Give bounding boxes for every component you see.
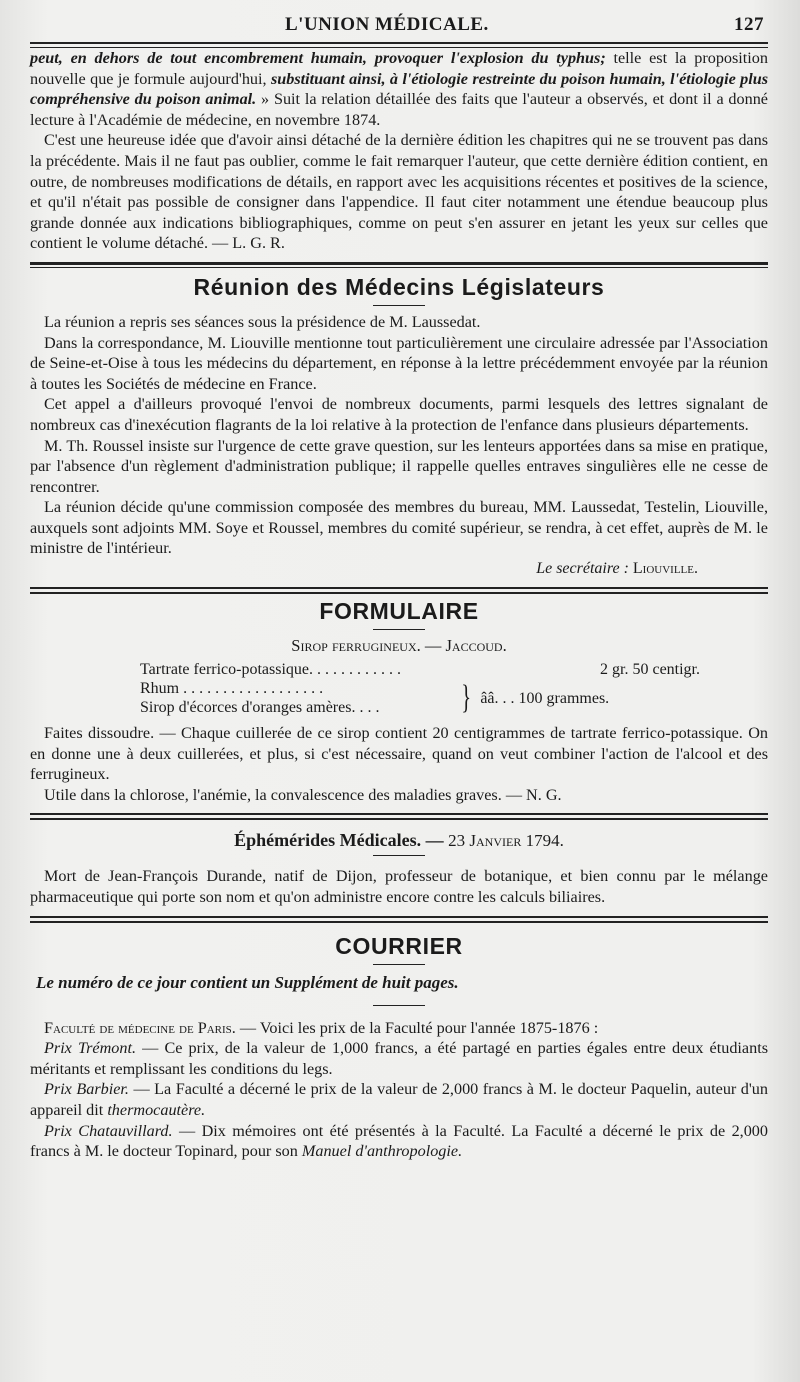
courrier-paragraph	[30, 1018, 768, 1039]
heading-underline	[373, 964, 425, 965]
ingredient-quantity: ââ. . . 100 grammes.	[480, 689, 610, 707]
intro-text-1b: » Suit la relation détaillée des faits que l'auteur a observés, et dont il a donné lecture à l'Académie de médecine, en novembre 1874.	[30, 90, 768, 129]
recipe-block	[140, 660, 700, 717]
section-divider	[30, 916, 768, 923]
courrier-paragraph	[30, 1079, 768, 1120]
formulaire-paragraph: Utile dans la chlorose, l'anémie, la convalescence des maladies graves. — N. G.	[44, 785, 562, 804]
recipe-brace-group	[140, 679, 700, 717]
heading-underline	[373, 855, 425, 856]
reunion-signature	[30, 559, 768, 579]
recipe-line	[140, 660, 700, 679]
courrier-heading: COURRIER	[335, 932, 463, 959]
courrier-section	[30, 923, 768, 1162]
ingredient-label: Tartrate ferrico-potassique. . . . . . . . . . . .	[140, 661, 402, 679]
ephemerides-date: 23 Janvier 1794.	[448, 831, 564, 851]
ephemerides-section	[30, 830, 768, 907]
ingredient-quantity: 2 gr. 50 centigr.	[600, 661, 700, 679]
page-header	[30, 14, 768, 36]
prize-label: Prix Trémont.	[44, 1039, 137, 1058]
reunion-paragraph: Dans la correspondance, M. Liouville mentionne tout particulièrement une circulaire adressée par l'Association de Seine-et-Oise à tous les médecins du département, en réponse à la lettre précédemment envoyée par la réunion à toutes les Sociétés de médecine en France.	[30, 333, 768, 393]
heading-underline	[373, 305, 425, 306]
notice-underline	[373, 1005, 425, 1006]
reunion-paragraph: M. Th. Roussel insiste sur l'urgence de cette grave question, sur les lenteurs apportées dans sa mise en pratique, par l'absence d'un règlement d'administration publique; il rappelle quelles entraves singulières elle ne cesse de rencontrer.	[30, 436, 768, 496]
intro-section	[30, 48, 768, 254]
reunion-section	[30, 268, 768, 579]
prize-label: Prix Chatauvillard.	[44, 1121, 173, 1140]
journal-title: L'UNION MÉDICALE.	[285, 14, 489, 35]
intro-text-1a: telle est la proposition nouvelle que je formule aujourd'hui,	[30, 49, 768, 88]
prize-text: — Ce prix, de la valeur de 1,000 francs, a été partagé en parties égales entre deux étudiants méritants et remplissant les conditions du legs.	[30, 1039, 768, 1078]
reunion-paragraph: Cet appel a d'ailleurs provoqué l'envoi de nombreux documents, parmi lesquels des lettres signalant de nombreux cas d'inexécution flagrants de la loi relative à la protection de l'enfance dans plusieurs départements.	[30, 395, 768, 434]
recipe-title: Sirop ferrugineux. — Jaccoud.	[291, 636, 507, 656]
ephemerides-paragraph: Mort de Jean-François Durande, natif de Dijon, professeur de botanique, et bien connu par le mélange pharmaceutique qui porte son nom et qu'on administre encore contre les calculs biliaires.	[30, 867, 768, 907]
prize-text: — La Faculté a décerné le prix de la valeur de 2,000 francs à M. le docteur Paquelin, auteur d'un appareil dit	[30, 1080, 768, 1119]
ingredient-label: Sirop d'écorces d'oranges amères. . . .	[140, 699, 380, 717]
prize-label: Prix Barbier.	[44, 1080, 129, 1099]
prize-text: — Dix mémoires ont été présentés à la Faculté. La Faculté a décerné le prix de 2,000 francs à M. le docteur Topinard, pour son	[30, 1121, 768, 1161]
ephemerides-title: Éphémérides Médicales. —	[234, 830, 449, 851]
formulaire-paragraph: Faites dissoudre. — Chaque cuillerée de ce sirop contient 20 centigrammes de tartrate ferrico-potassique. On en donne une à deux cuillerées, et plus, si c'est nécessaire, quand on veut combiner l'action de l'alcool et des ferrugineux.	[30, 724, 768, 784]
formulaire-heading: FORMULAIRE	[319, 598, 479, 625]
courrier-paragraph	[30, 1121, 768, 1162]
intro-italic-1: peut, en dehors de tout encombrement humain, provoquer l'explosion du typhus;	[30, 49, 606, 67]
prize-italic: thermocautère.	[107, 1101, 206, 1119]
courrier-paragraph	[30, 1038, 768, 1079]
intro-paragraph-2: C'est une heureuse idée que d'avoir ainsi détaché de la dernière édition les chapitres qui ne se trouvent pas dans la précédente. Mais il ne faut pas oublier, comme le fait remarquer l'auteur, que cette dernière édition contient, en outre, de nombreuses modifications de détails, en rapport avec les acquisitions récentes et positives de la science, et qu'il n'était pas possible de consigner dans l'appendice. Il faut citer notamment une étendue beaucoup plus grande donnée aux indications bibliographiques, comme on peut s'en assurer en jetant les yeux sur celles que contient le volume détaché. — L. G. R.	[30, 131, 768, 253]
intro-paragraph-1	[30, 48, 768, 130]
heading-underline	[373, 629, 425, 630]
prize-italic: Manuel d'anthropologie.	[301, 1142, 463, 1161]
reunion-paragraph: La réunion décide qu'une commission composée des membres du bureau, MM. Laussedat, Testelin, Liouville, auxquels sont adjoints MM. Soye et Roussel, membres du comité supérieur, se rendra, à cet effet, auprès de M. le ministre de l'intérieur.	[30, 498, 768, 558]
intro-italic-2: substituant ainsi, à l'étiologie restreinte du poison humain, l'étiologie plus compréhensive du poison animal.	[30, 69, 769, 109]
signature-name: Liouville.	[632, 560, 698, 578]
ingredient-label: Rhum . . . . . . . . . . . . . . . . . .	[140, 680, 324, 698]
supplement-notice: Le numéro de ce jour contient un Supplément de huit pages.	[36, 972, 459, 992]
page-number: 127	[734, 14, 764, 35]
ephemerides-heading	[30, 830, 768, 851]
faculty-text: — Voici les prix de la Faculté pour l'année 1875-1876 :	[235, 1018, 599, 1037]
reunion-paragraph: La réunion a repris ses séances sous la présidence de M. Laussedat.	[44, 312, 481, 331]
faculty-label: Faculté de médecine de Paris.	[44, 1018, 236, 1037]
section-divider	[30, 813, 768, 820]
formulaire-section	[30, 594, 768, 805]
reunion-heading: Réunion des Médecins Législateurs	[193, 273, 605, 300]
section-divider	[30, 587, 768, 594]
header-rule	[30, 42, 768, 44]
signature-label: Le secrétaire :	[536, 560, 629, 578]
brace-icon: }	[461, 679, 472, 717]
